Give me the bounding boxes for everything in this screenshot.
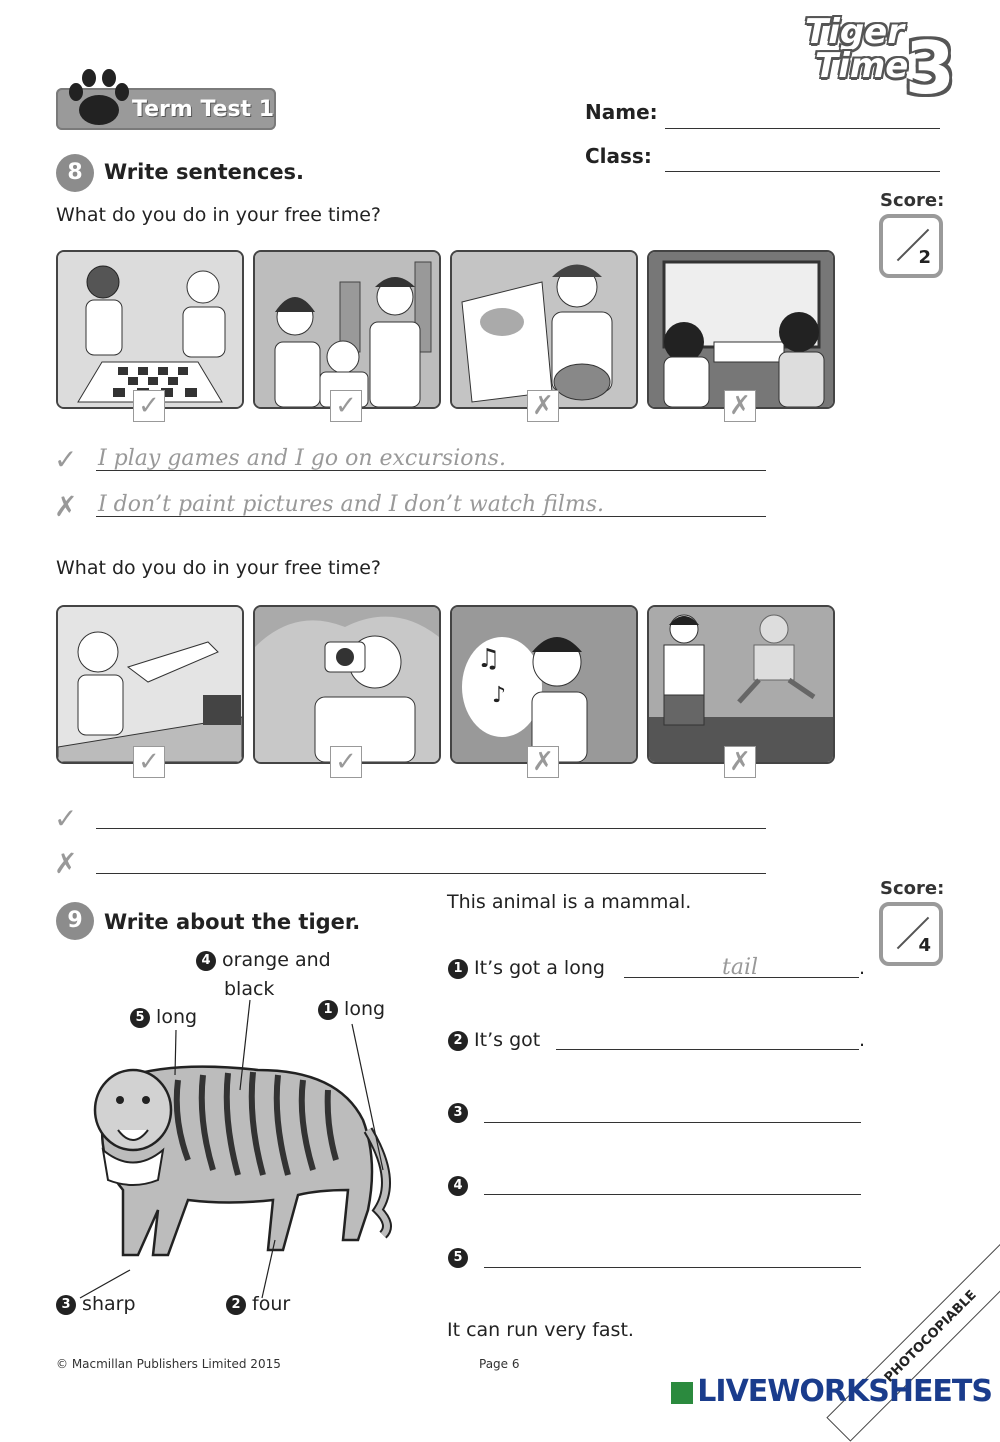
liveworksheets-watermark bbox=[671, 1374, 992, 1409]
question-2: What do you do in your free time? bbox=[56, 557, 381, 579]
svg-text:♪: ♪ bbox=[492, 683, 507, 708]
sentence-suffix-1: . bbox=[859, 957, 866, 979]
score-total-9: 4 bbox=[918, 935, 931, 956]
sentence-num-5: 5 bbox=[448, 1248, 468, 1268]
label-text-long-5: long bbox=[156, 1006, 198, 1028]
section-9-number: 9 bbox=[56, 902, 94, 940]
score-label-8: Score: bbox=[880, 190, 945, 211]
sentence-1 bbox=[448, 957, 605, 979]
mark-box-r1-1: ✓ bbox=[133, 390, 165, 422]
label-num-5: 5 bbox=[130, 1008, 150, 1028]
label-text-black: black bbox=[224, 978, 275, 1000]
label-text-sharp: sharp bbox=[82, 1293, 136, 1315]
tick-icon-2: ✓ bbox=[54, 802, 78, 835]
cross-icon-1: ✗ bbox=[54, 490, 78, 523]
section-9-title: Write about the tiger. bbox=[104, 910, 361, 934]
mark-box-r1-4: ✗ bbox=[724, 390, 756, 422]
answer-text-2: I don’t paint pictures and I don’t watch films. bbox=[98, 492, 605, 517]
sentence-line-4[interactable] bbox=[484, 1194, 861, 1195]
sentence-2 bbox=[448, 1029, 540, 1051]
sentence-line-2[interactable] bbox=[556, 1049, 859, 1050]
mark-box-r2-3: ✗ bbox=[527, 746, 559, 778]
section-8-number: 8 bbox=[56, 154, 94, 192]
section-8-title: Write sentences. bbox=[104, 160, 305, 184]
sentence-num-3: 3 bbox=[448, 1103, 468, 1123]
label-num-4: 4 bbox=[196, 951, 216, 971]
label-text-four: four bbox=[252, 1293, 291, 1315]
sentence-num-4: 4 bbox=[448, 1176, 468, 1196]
liveworksheets-logo-icon bbox=[671, 1382, 693, 1404]
mark-box-r2-2: ✓ bbox=[330, 746, 362, 778]
logo-word-tiger: Tiger bbox=[805, 12, 905, 52]
logo-number: 3 bbox=[904, 26, 955, 110]
copyright: © Macmillan Publishers Limited 2015 bbox=[56, 1357, 281, 1371]
score-total-8: 2 bbox=[918, 247, 931, 268]
logo-word-time: Time bbox=[815, 46, 909, 86]
cross-icon-2: ✗ bbox=[54, 847, 78, 880]
mark-box-r1-2: ✓ bbox=[330, 390, 362, 422]
label-text-orange: orange and bbox=[222, 949, 331, 971]
label-num-1: 1 bbox=[318, 1000, 338, 1020]
watermark-text: LIVEWORKSHEETS bbox=[697, 1374, 992, 1409]
question-1: What do you do in your free time? bbox=[56, 204, 381, 226]
answer-text-1: I play games and I go on excursions. bbox=[98, 446, 506, 471]
name-label: Name: bbox=[585, 100, 658, 124]
sentence-3 bbox=[448, 1101, 468, 1123]
label-num-2: 2 bbox=[226, 1295, 246, 1315]
sentence-suffix-2: . bbox=[859, 1029, 866, 1051]
sentence-prefix-1: It’s got a long bbox=[474, 957, 605, 979]
mark-box-r1-3: ✗ bbox=[527, 390, 559, 422]
mark-box-r2-1: ✓ bbox=[133, 746, 165, 778]
sentence-num-1: 1 bbox=[448, 959, 468, 979]
sentence-line-5[interactable] bbox=[484, 1267, 861, 1268]
sentence-5 bbox=[448, 1246, 468, 1268]
tick-icon-1: ✓ bbox=[54, 443, 78, 476]
svg-text:♫: ♫ bbox=[477, 644, 501, 674]
sentence-num-2: 2 bbox=[448, 1031, 468, 1051]
sentence-line-3[interactable] bbox=[484, 1122, 861, 1123]
photocopiable-strip: PHOTOCOPIABLE bbox=[826, 1232, 1000, 1441]
page-number: Page 6 bbox=[479, 1357, 520, 1371]
sentence-answer-1: tail bbox=[722, 955, 759, 980]
class-label: Class: bbox=[585, 144, 652, 168]
sentence-prefix-2: It’s got bbox=[474, 1029, 541, 1051]
label-num-3: 3 bbox=[56, 1295, 76, 1315]
tiger-intro: This animal is a mammal. bbox=[447, 891, 692, 913]
sentence-4 bbox=[448, 1174, 468, 1196]
term-test-label: Term Test 1 bbox=[132, 97, 275, 122]
label-text-long-1: long bbox=[344, 998, 386, 1020]
tiger-outro: It can run very fast. bbox=[447, 1319, 634, 1341]
score-label-9: Score: bbox=[880, 878, 945, 899]
mark-box-r2-4: ✗ bbox=[724, 746, 756, 778]
